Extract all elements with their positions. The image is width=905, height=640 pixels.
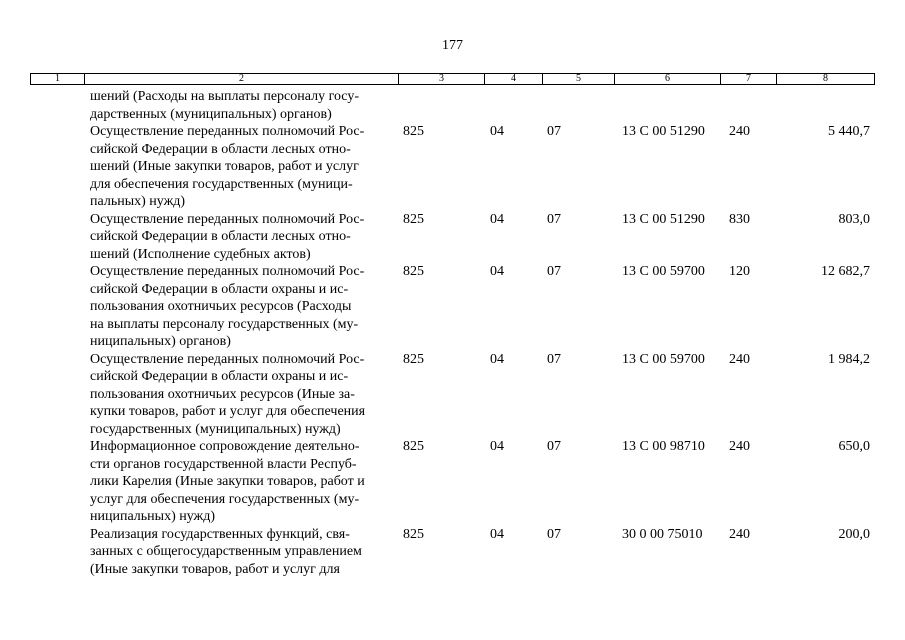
row-col6: 13 С 00 59700	[622, 264, 705, 279]
table-row	[30, 263, 875, 351]
row-col7: 120	[729, 264, 750, 279]
row-col5: 07	[547, 351, 561, 367]
table-row	[30, 438, 875, 526]
column-header-5: 5	[543, 74, 615, 84]
row-col4: 04	[490, 526, 504, 542]
row-col5: 07	[547, 439, 561, 454]
row-col5: 07	[547, 211, 561, 227]
row-col6: 13 С 00 51290	[622, 124, 705, 139]
row-col8: 12 682,7	[821, 264, 870, 279]
row-description: Осуществление переданных полномочий Рос- сийской Федерации в области охраны и ис- пользования охотничьих ресурсов (Расходы на выплаты персоналу государственных (му- ниципальных) органов)	[90, 264, 365, 349]
row-col4: 04	[490, 351, 504, 367]
row-col4: 04	[490, 211, 504, 227]
row-col6: 30 0 00 75010	[622, 526, 703, 542]
table-header	[30, 73, 875, 85]
column-header-8: 8	[823, 73, 828, 84]
row-description: Реализация государственных функций, свя- занных с общегосударственным управлением (Иные закупки товаров, работ и услуг для	[90, 526, 362, 577]
row-col8: 200,0	[838, 526, 870, 542]
table-row	[30, 211, 875, 264]
row-description: Информационное сопровождение деятельно- сти органов государственной власти Респуб- лики Карелия (Иные закупки товаров, работ и услуг для обеспечения государственных (му- ниципальных) нужд)	[90, 439, 365, 524]
table-row	[30, 88, 875, 123]
row-col4: 04	[490, 264, 504, 279]
row-description: Осуществление переданных полномочий Рос- сийской Федерации в области лесных отно- шений (Исполнение судебных актов)	[90, 211, 365, 262]
row-col3: 825	[403, 124, 424, 139]
row-col6: 13 С 00 59700	[622, 351, 705, 367]
row-description: Осуществление переданных полномочий Рос- сийской Федерации в области охраны и ис- пользования охотничьих ресурсов (Иные за- купки товаров, работ и услуг для обеспечения государственных (муниципальных) нужд)	[90, 351, 366, 437]
row-col6: 13 С 00 51290	[622, 211, 705, 227]
row-col7: 830	[729, 211, 750, 227]
row-description: Осуществление переданных полномочий Рос- сийской Федерации в области лесных отно- шений (Иные закупки товаров, работ и услуг для обеспечения государственных (муници- пальных) нужд)	[90, 124, 365, 209]
column-header-6: 6	[615, 74, 721, 84]
row-col7: 240	[729, 526, 750, 542]
table-body	[30, 88, 875, 578]
table-row	[30, 123, 875, 211]
row-col7: 240	[729, 439, 750, 454]
column-header-4: 4	[485, 74, 543, 84]
table-row	[30, 351, 875, 439]
row-col8: 5 440,7	[828, 124, 870, 139]
row-col3: 825	[403, 526, 424, 542]
row-col4: 04	[490, 439, 504, 454]
column-header-7: 7	[721, 74, 777, 84]
row-col8: 803,0	[838, 211, 870, 227]
row-col8: 1 984,2	[828, 351, 870, 367]
table-row	[30, 526, 875, 579]
row-col8: 650,0	[838, 439, 870, 454]
row-col7: 240	[729, 351, 750, 367]
column-header-2: 2	[85, 74, 399, 84]
row-col4: 04	[490, 124, 504, 139]
row-col5: 07	[547, 264, 561, 279]
row-description: шений (Расходы на выплаты персоналу госу- дарственных (муниципальных) органов)	[90, 89, 360, 122]
row-col5: 07	[547, 124, 561, 139]
row-col6: 13 С 00 98710	[622, 439, 705, 454]
row-col3: 825	[403, 351, 424, 367]
row-col3: 825	[403, 211, 424, 227]
row-col3: 825	[403, 439, 424, 454]
column-header-1: 1	[31, 74, 85, 84]
page-number: 177	[442, 38, 463, 53]
row-col3: 825	[403, 264, 424, 279]
row-col5: 07	[547, 526, 561, 542]
column-header-3: 3	[399, 74, 485, 84]
row-col7: 240	[729, 124, 750, 139]
